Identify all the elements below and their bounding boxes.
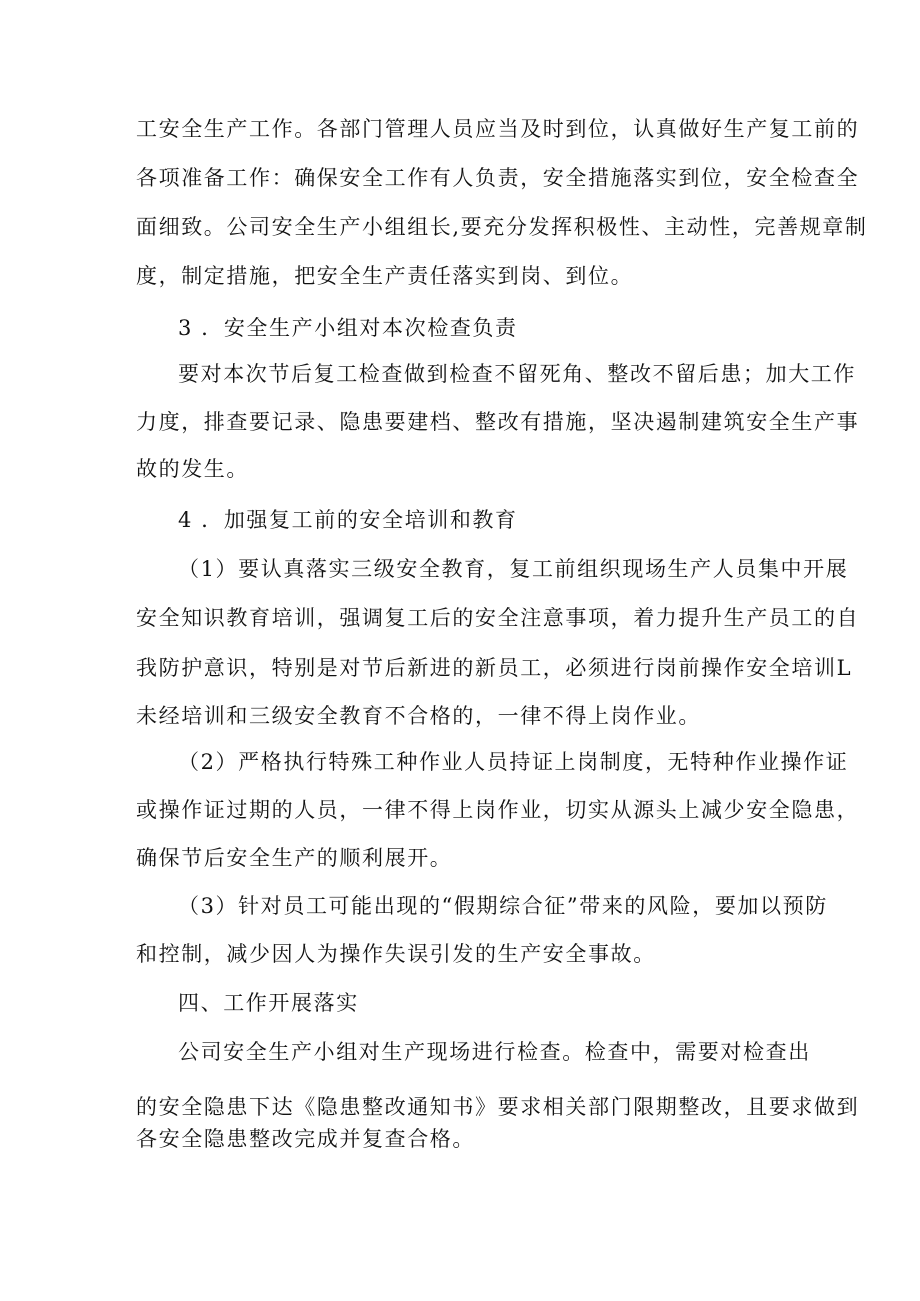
- paragraph-line: 各项准备工作：确保安全工作有人负责，安全措施落实到位，安全检查全: [136, 166, 860, 190]
- paragraph-line: 或操作证过期的人员，一律不得上岗作业，切实从源头上减少安全隐患，: [136, 798, 860, 822]
- list-item-line: （3）针对员工可能出现的“假期综合征”带来的风险，要加以预防: [178, 894, 828, 918]
- list-item-line: （1）要认真落实三级安全教育，复工前组织现场生产人员集中开展: [178, 557, 849, 581]
- section-heading: 3 ．安全生产小组对本次检查负责: [178, 316, 518, 340]
- list-item-line: （2）严格执行特殊工种作业人员持证上岗制度，无特种作业操作证: [178, 750, 849, 774]
- section-heading: 四、工作开展落实: [178, 991, 359, 1015]
- paragraph-line: 各安全隐患整改完成并复查合格。: [136, 1127, 475, 1151]
- paragraph-line: 确保节后安全生产的顺利展开。: [136, 846, 453, 870]
- paragraph-line: 的安全隐患下达《隐患整改通知书》要求相关部门限期整改，且要求做到: [136, 1095, 860, 1119]
- paragraph-line: 度，制定措施，把安全生产责任落实到岗、到位。: [136, 264, 634, 288]
- section-heading: 4 ．加强复工前的安全培训和教育: [178, 508, 518, 532]
- paragraph-line: 和控制，减少因人为操作失误引发的生产安全事故。: [136, 942, 656, 966]
- paragraph-line: 故的发生。: [136, 457, 249, 481]
- paragraph-line: 安全知识教育培训，强调复工后的安全注意事项，着力提升生产员工的自: [136, 606, 860, 630]
- paragraph-line: 公司安全生产小组对生产现场进行检查。检查中，需要对检查出: [178, 1040, 811, 1064]
- paragraph-line: 面细致。公司安全生产小组组长,要充分发挥积极性、主动性，完善规章制: [136, 215, 868, 239]
- paragraph-line: 要对本次节后复工检查做到检查不留死角、整改不留后患；加大工作: [178, 362, 856, 386]
- paragraph-line: 我防护意识，特别是对节后新进的新员工，必须进行岗前操作安全培训L: [136, 656, 853, 680]
- paragraph-line: 未经培训和三级安全教育不合格的，一律不得上岗作业。: [136, 704, 701, 728]
- paragraph-line: 工安全生产工作。各部门管理人员应当及时到位，认真做好生产复工前的: [136, 117, 860, 141]
- paragraph-line: 力度，排查要记录、隐患要建档、整改有措施，坚决遏制建筑安全生产事: [136, 410, 860, 434]
